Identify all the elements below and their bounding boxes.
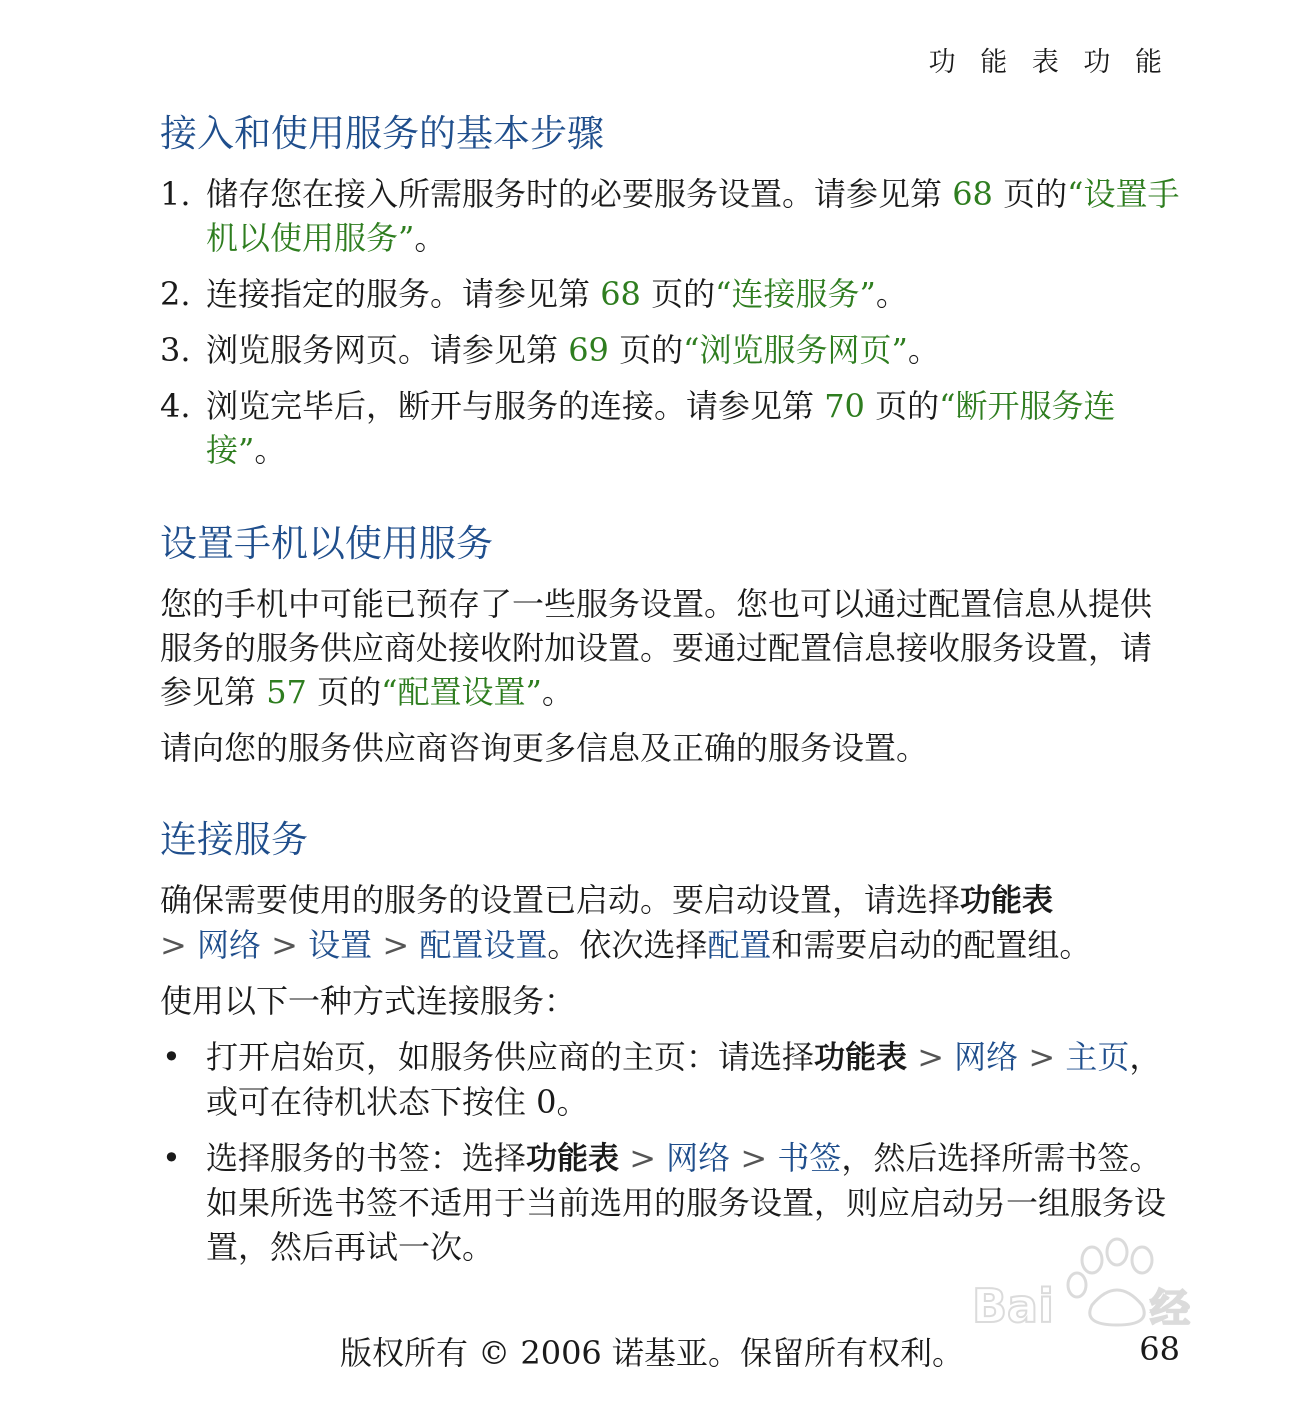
footer-copyright: 版权所有 © 2006 诺基亚。保留所有权利。 bbox=[340, 1334, 964, 1372]
bullet-text: 选择服务的书签：选择 bbox=[206, 1139, 527, 1177]
step-text: 储存您在接入所需服务时的必要服务设置。请参见第 bbox=[206, 175, 943, 213]
section-xref-link[interactable]: “设置手机以使用服务” bbox=[206, 175, 1180, 257]
step-end: 。 bbox=[414, 219, 447, 257]
step-text-mid: 页的 bbox=[651, 275, 716, 313]
paragraph bbox=[160, 878, 1180, 967]
step-item bbox=[160, 384, 1180, 472]
menu-path-network[interactable]: 网络 bbox=[954, 1038, 1019, 1076]
menu-path-bookmarks[interactable]: 书签 bbox=[777, 1139, 842, 1177]
section-heading-setup-phone: 设置手机以使用服务 bbox=[160, 522, 493, 565]
path-separator: > bbox=[740, 1139, 768, 1177]
paragraph-end: 和需要启动的配置组。 bbox=[771, 926, 1092, 964]
path-separator: > bbox=[382, 926, 410, 964]
bullet-end: ，然后选择所需书签。如果所选书签不适用于当前选用的服务设置，则应启动另一组服务设置，然后再试一次。 bbox=[206, 1139, 1167, 1266]
step-end: 。 bbox=[254, 431, 287, 469]
menu-label: 功能表 bbox=[814, 1040, 908, 1076]
step-text-mid: 页的 bbox=[1003, 175, 1068, 213]
svg-text:经: 经 bbox=[1150, 1286, 1190, 1332]
page-content bbox=[160, 106, 1180, 1281]
page-ref-link[interactable]: 68 bbox=[600, 275, 641, 313]
menu-path-home[interactable]: 主页 bbox=[1065, 1038, 1130, 1076]
bullet-end: ，或可在待机状态下按住 0。 bbox=[206, 1038, 1162, 1121]
menu-label: 功能表 bbox=[526, 1141, 620, 1177]
path-separator: > bbox=[629, 1139, 656, 1177]
step-item bbox=[160, 272, 1180, 316]
baidu-jingyan-watermark-logo bbox=[942, 1230, 1222, 1360]
page-ref-link[interactable]: 69 bbox=[568, 331, 609, 369]
chapter-header: 功 能 表 功 能 bbox=[928, 47, 1170, 78]
section-heading-connect-service: 连接服务 bbox=[160, 818, 308, 861]
step-number: 3. bbox=[160, 331, 191, 369]
svg-text:Bai: Bai bbox=[972, 1279, 1054, 1333]
section-xref-link[interactable]: “配置设置” bbox=[381, 673, 542, 711]
step-number: 4. bbox=[160, 387, 191, 425]
page-number: 68 bbox=[1139, 1330, 1180, 1368]
menu-path-network[interactable]: 网络 bbox=[196, 926, 261, 964]
bullet-icon: • bbox=[162, 1038, 181, 1076]
path-separator: > bbox=[271, 926, 298, 964]
bullet-text: 打开启始页，如服务供应商的主页：请选择 bbox=[206, 1038, 815, 1076]
page-ref-link[interactable]: 57 bbox=[266, 673, 307, 711]
step-text-mid: 页的 bbox=[875, 387, 940, 425]
step-text-mid: 页的 bbox=[619, 331, 684, 369]
path-separator: > bbox=[1028, 1038, 1056, 1076]
page-ref-link[interactable]: 68 bbox=[952, 175, 993, 213]
bullet-icon: • bbox=[162, 1139, 181, 1177]
paragraph-text: 确保需要使用的服务的设置已启动。要启动设置，请选择 bbox=[160, 881, 961, 919]
paragraph-end: 。 bbox=[541, 673, 574, 711]
step-number: 2. bbox=[160, 275, 191, 313]
menu-path-config-settings[interactable]: 配置设置 bbox=[419, 926, 548, 964]
steps-list bbox=[160, 172, 1180, 472]
page-ref-link[interactable]: 70 bbox=[824, 387, 865, 425]
paragraph-text-mid: 页的 bbox=[317, 673, 382, 711]
step-text: 浏览服务网页。请参见第 bbox=[206, 331, 559, 369]
paragraph bbox=[160, 582, 1180, 714]
section-heading-basic-steps: 接入和使用服务的基本步骤 bbox=[160, 112, 604, 155]
menu-path-settings[interactable]: 设置 bbox=[308, 926, 373, 964]
step-item bbox=[160, 328, 1180, 372]
step-item bbox=[160, 172, 1180, 260]
paragraph-text-mid: 。依次选择 bbox=[547, 926, 708, 964]
paragraph-text: 您的手机中可能已预存了一些服务设置。您也可以通过配置信息从提供服务的服务供应商处接收附加设置。要通过配置信息接收服务设置，请参见第 bbox=[160, 585, 1153, 711]
path-separator: > bbox=[160, 926, 187, 964]
menu-path-config[interactable]: 配置 bbox=[707, 926, 772, 964]
step-text: 浏览完毕后，断开与服务的连接。请参见第 bbox=[206, 387, 815, 425]
step-end: 。 bbox=[907, 331, 940, 369]
section-xref-link[interactable]: “连接服务” bbox=[715, 275, 876, 313]
paragraph: 请向您的服务供应商咨询更多信息及正确的服务设置。 bbox=[160, 729, 929, 767]
paragraph: 使用以下一种方式连接服务： bbox=[160, 982, 577, 1020]
menu-path-network[interactable]: 网络 bbox=[666, 1139, 731, 1177]
step-number: 1. bbox=[160, 175, 191, 213]
section-xref-link[interactable]: “断开服务连接” bbox=[206, 387, 1116, 469]
bullet-item bbox=[160, 1035, 1180, 1124]
step-end: 。 bbox=[875, 275, 908, 313]
menu-label: 功能表 bbox=[960, 883, 1054, 919]
step-text: 连接指定的服务。请参见第 bbox=[206, 275, 591, 313]
path-separator: > bbox=[917, 1038, 944, 1076]
section-xref-link[interactable]: “浏览服务网页” bbox=[683, 331, 908, 369]
